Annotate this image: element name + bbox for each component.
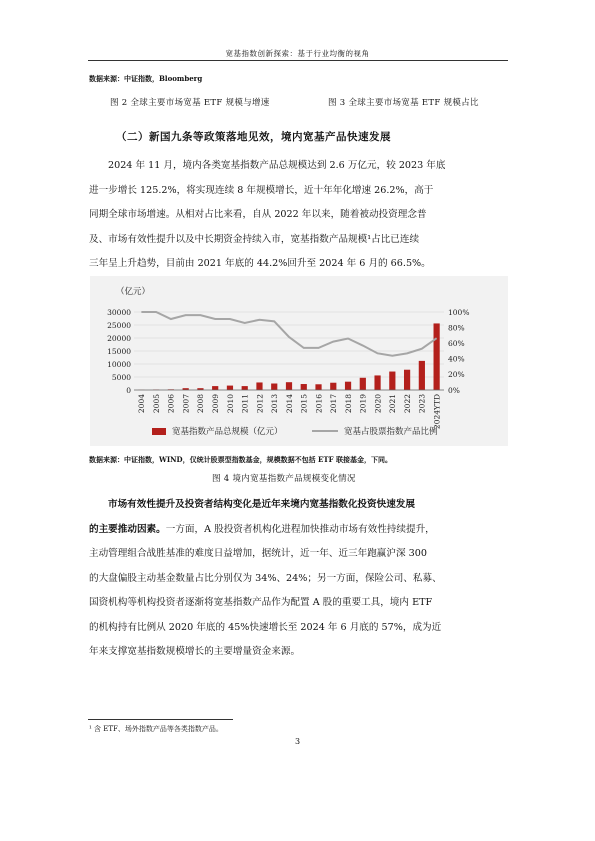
y-right-tick-label: 20%: [448, 370, 465, 380]
y-left-tick-label: 20000: [107, 333, 131, 343]
x-tick-label: 2017: [329, 394, 339, 414]
legend-bar-label: 宽基指数产品总规模（亿元）: [172, 427, 283, 437]
body-text: 的大盘偏股主动基金数量占比分别仅为 34%、24%；另一方面，保险公司、私募、: [89, 572, 442, 584]
x-tick-label: 2015: [299, 394, 309, 414]
x-tick-label: 2023: [417, 394, 427, 414]
bar: [315, 384, 321, 390]
page-number: 3: [294, 737, 301, 746]
y-left-tick-label: 15000: [107, 346, 131, 356]
y-left-tick-label: 25000: [107, 320, 131, 330]
x-tick-label: 2016: [314, 394, 324, 414]
bar: [271, 384, 277, 391]
body-text: 年来支撑宽基指数规模增长的主要增量资金来源。: [89, 646, 301, 657]
x-tick-label: 2013: [270, 394, 280, 414]
figure-2-caption: 图 2 全球主要市场宽基 ETF 规模与增速: [110, 98, 270, 108]
x-tick-label: 2009: [210, 394, 220, 414]
bold-text: 的主要推动因素。: [89, 523, 166, 535]
x-tick-label: 2010: [225, 394, 235, 414]
bar: [301, 384, 307, 390]
chart-source-note: 数据来源：中证指数，WIND，仅统计股票型指数基金，规模数据不包括 ETF 联接基金，下同。: [89, 455, 392, 464]
bar: [419, 361, 425, 390]
paragraph-1-line: 进一步增长 125.2%，将实现连续 8 年规模增长，近十年年化增速 26.2%，高于: [89, 184, 434, 196]
y-left-tick-label: 30000: [107, 307, 131, 317]
bar: [227, 386, 233, 390]
x-tick-label: 2021: [388, 394, 398, 414]
x-tick-label: 2007: [181, 394, 191, 414]
bar: [360, 378, 366, 390]
footnote: ¹ 含 ETF、场外指数产品等各类指数产品。: [89, 725, 223, 733]
bold-text: 市场有效性提升及投资者结构变化是近年来境内宽基指数化投资快速发展: [108, 499, 415, 510]
section-heading: （二）新国九条等政策落地见效，境内宽基产品快速发展: [116, 131, 391, 143]
paragraph-1: [89, 154, 507, 277]
y-left-tick-label: 10000: [107, 359, 131, 369]
x-tick-label: 2012: [255, 394, 265, 414]
paragraph-2-line: [89, 542, 507, 567]
x-tick-label: 2019: [358, 394, 368, 414]
paragraph-2-line: [89, 493, 507, 518]
bar: [330, 383, 336, 390]
scale-chart: [90, 276, 508, 446]
paragraph-2-line: [89, 567, 507, 592]
legend-line-label: 宽基占股票指数产品比例: [344, 427, 438, 437]
paragraph-2-line: [89, 640, 507, 665]
x-tick-label: 2014: [284, 394, 294, 414]
y-right-tick-label: 40%: [448, 354, 465, 364]
x-tick-label: 2008: [196, 394, 206, 414]
figure-3-caption: 图 3 全球主要市场宽基 ETF 规模占比: [328, 98, 479, 108]
bar: [434, 323, 440, 390]
paragraph-1-line: 2024 年 11 月，境内各类宽基指数产品总规模达到 2.6 万亿元，较 2023 年底: [108, 160, 446, 171]
body-text: 的机构持有比例从 2020 年底的 45%快速增长至 2024 年 6 月底的 57%，成为近: [89, 621, 442, 633]
bar: [242, 386, 248, 390]
bar: [256, 382, 262, 390]
paragraph-1-line: 三年呈上升趋势，目前由 2021 年底的 44.2%回升至 2024 年 6 月的 66.5%。: [89, 258, 431, 269]
series-line: [141, 312, 436, 356]
body-text: 主动管理组合战胜基准的难度日益增加，据统计，近一年、近三年跑赢沪深 300: [89, 548, 427, 559]
x-tick-label: 2024YTD: [432, 394, 442, 430]
figure-4-caption: 图 4 境内宽基指数产品规模变化情况: [212, 474, 356, 484]
paragraph-2-line: [89, 518, 507, 543]
bar: [404, 370, 410, 390]
paragraph-2-line: [89, 616, 507, 641]
header-rule: [88, 60, 508, 61]
paragraph-1-line: 同期全球市场增速。从相对占比来看，自从 2022 年以来，随着被动投资理念普: [89, 209, 427, 220]
y-right-tick-label: 0%: [448, 385, 460, 395]
body-text: 国资机构等机构投资者逐渐将宽基指数产品作为配置 A 股的重要工具，境内 ETF: [89, 597, 433, 608]
legend-bar-swatch: [152, 428, 166, 435]
bar: [374, 375, 380, 390]
bar: [345, 382, 351, 390]
top-source-note: 数据来源：中证指数，Bloomberg: [89, 74, 203, 83]
y-left-tick-label: 5000: [111, 372, 131, 382]
x-tick-label: 2018: [343, 394, 353, 414]
y-right-tick-label: 60%: [448, 339, 465, 348]
footnote-rule: [88, 719, 233, 720]
paragraph-2-line: [89, 591, 507, 616]
y-right-tick-label: 80%: [448, 323, 465, 333]
x-tick-label: 2005: [151, 394, 161, 414]
bar: [389, 372, 395, 390]
x-tick-label: 2020: [373, 394, 383, 414]
running-header: 宽基指数创新探索：基于行业均衡的视角: [225, 49, 370, 58]
paragraph-1-line: 及、市场有效性提升以及中长期资金持续入市，宽基指数产品规模¹占比已连续: [89, 233, 420, 245]
x-tick-label: 2006: [166, 394, 176, 414]
body-text: 一方面，A 股投资者机构化进程加快推动市场有效性持续提升，: [165, 523, 435, 535]
paragraph-2: [89, 493, 507, 665]
bar: [212, 386, 218, 390]
x-tick-label: 2022: [402, 394, 412, 414]
y-left-tick-label: 0: [126, 385, 131, 395]
chart-panel: [90, 276, 508, 446]
y-axis-unit-label: （亿元）: [116, 287, 151, 297]
bar: [286, 382, 292, 390]
y-right-tick-label: 100%: [448, 307, 470, 317]
x-tick-label: 2004: [137, 394, 147, 414]
x-tick-label: 2011: [240, 394, 250, 414]
